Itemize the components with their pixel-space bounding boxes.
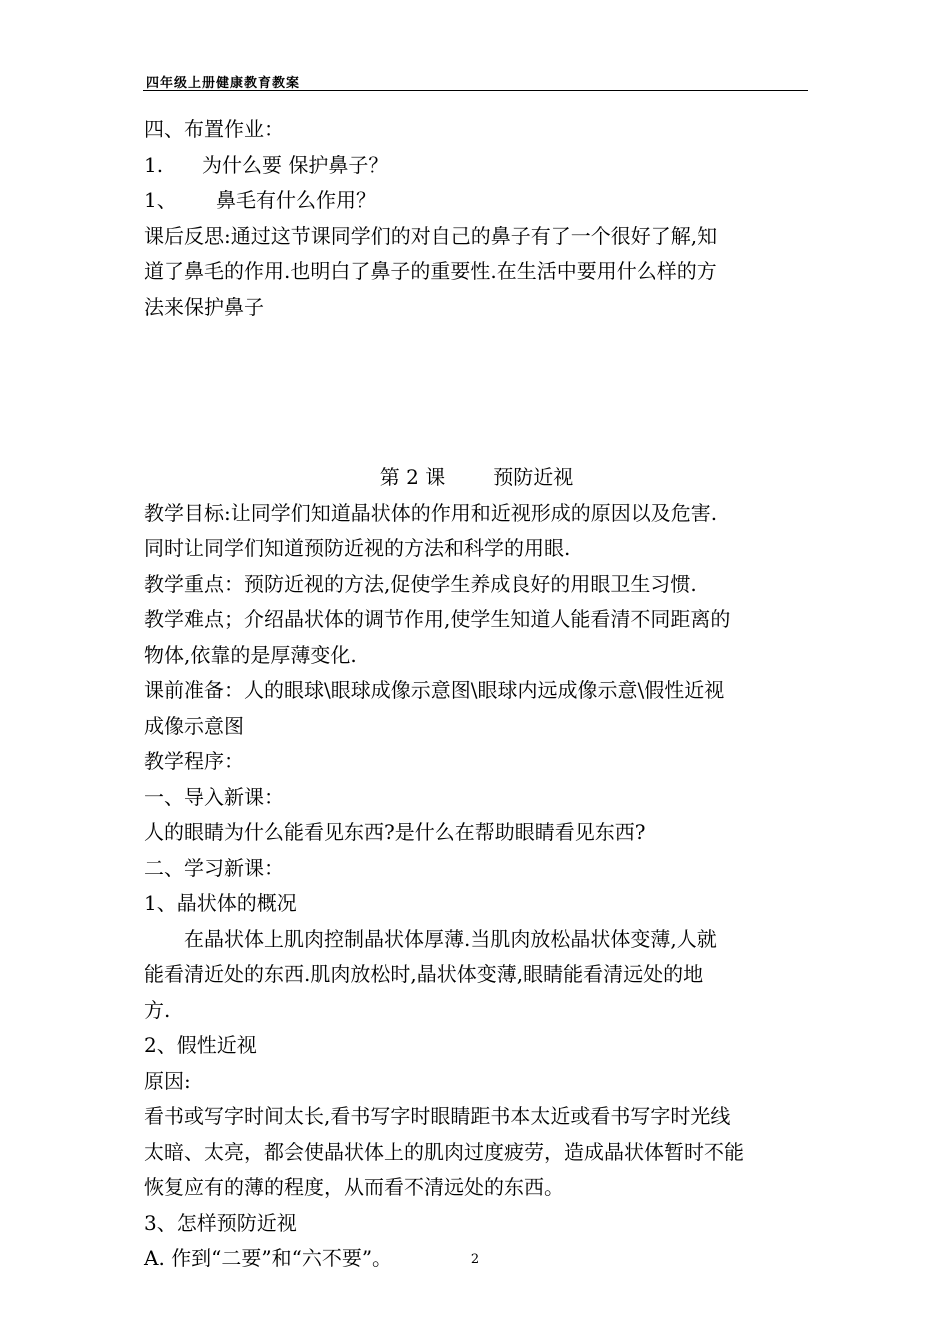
lesson-number: 第 2 课 xyxy=(379,465,446,489)
section-spacer xyxy=(144,325,814,460)
section-1-paragraph-line-2: 能看清近处的东西.肌肉放松时,晶状体变薄,眼睛能看清远处的地 xyxy=(144,962,704,986)
teaching-goal-line-2: 同时让同学们知道预防近视的方法和科学的用眼. xyxy=(144,536,571,560)
teaching-goal-line-1: 教学目标:让同学们知道晶状体的作用和近视形成的原因以及危害. xyxy=(144,500,718,525)
homework-item-2 xyxy=(144,183,814,219)
lesson-title xyxy=(144,460,809,496)
section-2-cause-label: 原因: xyxy=(144,1068,191,1093)
homework-item-1 xyxy=(144,148,814,184)
homework-heading: 四、布置作业： xyxy=(144,117,284,141)
header-title: 四年级上册健康教育教案 xyxy=(146,76,301,91)
section-1-paragraph-line-3: 方. xyxy=(144,997,171,1022)
intro-text: 人的眼睛为什么能看见东西?是什么在帮助眼睛看见东西? xyxy=(144,820,646,844)
learn-heading: 二、学习新课： xyxy=(144,855,284,880)
reflection-line-1: 课后反思:通过这节课同学们的对自己的鼻子有了一个很好了解,知 xyxy=(144,223,718,248)
teaching-difficulty-line-2: 物体,依靠的是厚薄变化. xyxy=(144,642,357,667)
section-1-heading: 1、晶状体的概况 xyxy=(144,891,297,915)
section-2-heading: 2、假性近视 xyxy=(144,1033,257,1057)
header-divider xyxy=(143,90,808,91)
intro-heading: 一、导入新课： xyxy=(144,784,284,809)
prep-line-2: 成像示意图 xyxy=(144,713,244,738)
reflection-line-2: 道了鼻毛的作用.也明白了鼻子的重要性.在生活中要用什么样的方 xyxy=(144,259,717,283)
prep-line-1: 课前准备：人的眼球\眼球成像示意图\眼球内远成像示意\假性近视 xyxy=(144,678,725,702)
lesson-name: 预防近视 xyxy=(493,465,574,489)
document-body xyxy=(144,112,814,1277)
procedure-heading: 教学程序： xyxy=(144,749,244,773)
reflection-line-3: 法来保护鼻子 xyxy=(144,294,264,319)
homework-item-2-text: 鼻毛有什么作用？ xyxy=(216,188,376,212)
section-2-paragraph-line-3: 恢复应有的薄的程度，从而看不清远处的东西。 xyxy=(144,1175,564,1199)
homework-item-2-number: 1、 xyxy=(144,188,177,212)
page-number: 2 xyxy=(470,1252,480,1267)
teaching-key-point: 教学重点：预防近视的方法,促使学生养成良好的用眼卫生习惯. xyxy=(144,571,697,596)
homework-item-1-number: 1. xyxy=(144,152,164,177)
section-2-paragraph-line-2: 太暗、太亮，都会使晶状体上的肌肉过度疲劳，造成晶状体暂时不能 xyxy=(144,1139,744,1164)
teaching-difficulty-line-1: 教学难点；介绍晶状体的调节作用,使学生知道人能看清不同距离的 xyxy=(144,607,731,631)
section-1-paragraph-line-1: 在晶状体上肌肉控制晶状体厚薄.当肌肉放松晶状体变薄,人就 xyxy=(184,926,717,951)
homework-item-1-text: 为什么要 保护鼻子？ xyxy=(202,152,389,177)
section-3-item-a: A. 作到“二要”和“六不要”。 xyxy=(144,1246,393,1270)
section-2-paragraph-line-1: 看书或写字时间太长,看书写字时眼睛距书本太近或看书写字时光线 xyxy=(144,1104,731,1128)
section-3-heading: 3、怎样预防近视 xyxy=(144,1210,297,1235)
